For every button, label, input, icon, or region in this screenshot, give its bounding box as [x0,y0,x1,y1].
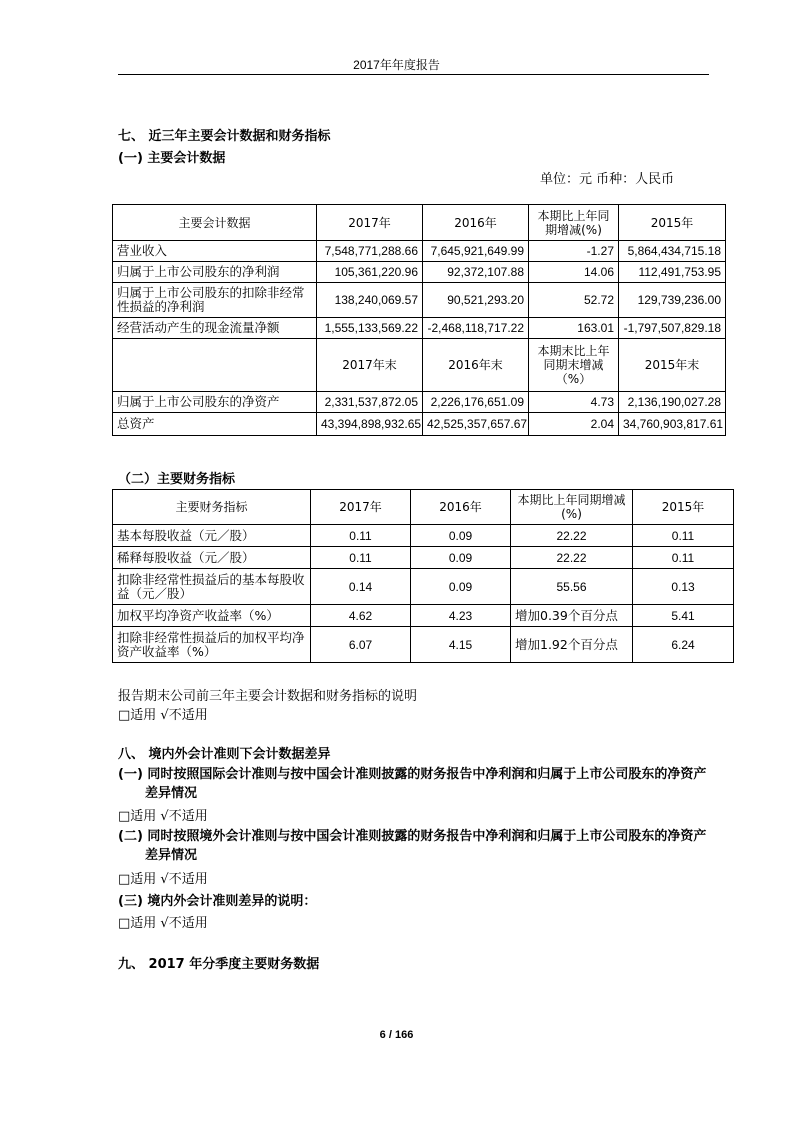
cell-value: 0.11 [633,525,734,547]
cell-value: 0.14 [311,569,411,605]
row-label: 扣除非经常性损益后的基本每股收益（元／股） [113,569,311,605]
cell-value: 0.09 [411,569,511,605]
row-label: 归属于上市公司股东的净利润 [113,262,317,283]
cell-value: 43,394,898,932.65 [317,413,423,436]
cell-value: 增加0.39个百分点 [511,605,633,627]
cell-value: -1.27 [529,241,619,262]
table-row [113,605,734,627]
item2-applicability: □适用 √不适用 [118,872,208,887]
header-cell: 2017年 [311,490,411,525]
header-rule [118,74,709,75]
financial-indicators-table [112,489,734,663]
row-label: 总资产 [113,413,317,436]
table-subheader-row [113,339,726,392]
table-row [113,283,726,318]
cell-value: 2.04 [529,413,619,436]
header-cell: 2017年 [317,205,423,241]
header-cell: 2016年末 [423,339,529,392]
cell-value: 4.62 [311,605,411,627]
row-label: 归属于上市公司股东的扣除非经常性损益的净利润 [113,283,317,318]
header-cell: 本期比上年同期增减(%) [529,205,619,241]
cell-value: -2,468,118,717.22 [423,318,529,339]
header-cell [113,339,317,392]
table-row [113,525,734,547]
cell-value: 增加1.92个百分点 [511,627,633,663]
cell-value: 0.11 [311,547,411,569]
section8-item2: (二) 同时按照境外会计准则与按中国会计准则披露的财务报告中净利润和归属于上市公司股东的净资产差异情况 [118,829,707,863]
cell-value: 22.22 [511,547,633,569]
row-label: 归属于上市公司股东的净资产 [113,392,317,413]
header-cell: 本期比上年同期增减(%) [511,490,633,525]
cell-value: 42,525,357,657.67 [423,413,529,436]
header-cell: 主要会计数据 [113,205,317,241]
section7-sub1: (一) 主要会计数据 [118,151,226,166]
row-label: 扣除非经常性损益后的加权平均净资产收益率（%） [113,627,311,663]
header-cell: 主要财务指标 [113,490,311,525]
accounting-data-table [112,204,726,436]
cell-value: 52.72 [529,283,619,318]
cell-value: 105,361,220.96 [317,262,423,283]
row-label: 加权平均净资产收益率（%） [113,605,311,627]
cell-value: 4.73 [529,392,619,413]
note-text: 报告期末公司前三年主要会计数据和财务指标的说明 [118,689,418,704]
table-header-row [113,490,734,525]
cell-value: 0.09 [411,547,511,569]
cell-value: 7,548,771,288.66 [317,241,423,262]
cell-value: 4.23 [411,605,511,627]
cell-value: 1,555,133,569.22 [317,318,423,339]
cell-value: 0.11 [311,525,411,547]
cell-value: 5,864,434,715.18 [619,241,726,262]
table-row [113,241,726,262]
cell-value: 14.06 [529,262,619,283]
cell-value: 0.09 [411,525,511,547]
table-row [113,392,726,413]
header-cell: 2016年 [411,490,511,525]
section8-title: 八、 境内外会计准则下会计数据差异 [118,747,331,762]
row-label: 经营活动产生的现金流量净额 [113,318,317,339]
cell-value: 129,739,236.00 [619,283,726,318]
unit-label: 单位：元 币种：人民币 [540,172,675,187]
header-cell: 2015年 [619,205,726,241]
cell-value: 6.07 [311,627,411,663]
table-row [113,413,726,436]
section9-title: 九、 2017 年分季度主要财务数据 [118,957,320,972]
cell-value: -1,797,507,829.18 [619,318,726,339]
row-label: 营业收入 [113,241,317,262]
section7-sub2: （二）主要财务指标 [118,472,236,487]
section7-title: 七、 近三年主要会计数据和财务指标 [118,129,331,144]
cell-value: 138,240,069.57 [317,283,423,318]
note-applicability: □适用 √不适用 [118,708,208,723]
table-row [113,262,726,283]
header-cell: 2017年末 [317,339,423,392]
header-cell: 2015年 [633,490,734,525]
cell-value: 7,645,921,649.99 [423,241,529,262]
item3-applicability: □适用 √不适用 [118,916,208,931]
cell-value: 112,491,753.95 [619,262,726,283]
header-cell: 2015年末 [619,339,726,392]
table-row [113,627,734,663]
table-header-row [113,205,726,241]
table-row [113,569,734,605]
page-header: 2017年年度报告 [353,58,440,72]
cell-value: 55.56 [511,569,633,605]
table-row [113,318,726,339]
header-cell: 2016年 [423,205,529,241]
cell-value: 92,372,107.88 [423,262,529,283]
page-number: 6 / 166 [379,1029,414,1041]
cell-value: 163.01 [529,318,619,339]
cell-value: 2,136,190,027.28 [619,392,726,413]
cell-value: 22.22 [511,525,633,547]
row-label: 基本每股收益（元／股） [113,525,311,547]
table-row [113,547,734,569]
cell-value: 6.24 [633,627,734,663]
header-cell: 本期末比上年同期末增减（%） [529,339,619,392]
cell-value: 90,521,293.20 [423,283,529,318]
section8-item3: (三) 境内外会计准则差异的说明： [118,894,317,909]
cell-value: 2,331,537,872.05 [317,392,423,413]
cell-value: 4.15 [411,627,511,663]
cell-value: 0.11 [633,547,734,569]
cell-value: 0.13 [633,569,734,605]
cell-value: 34,760,903,817.61 [619,413,726,436]
cell-value: 5.41 [633,605,734,627]
cell-value: 2,226,176,651.09 [423,392,529,413]
item1-applicability: □适用 √不适用 [118,809,208,824]
section8-item1: (一) 同时按照国际会计准则与按中国会计准则披露的财务报告中净利润和归属于上市公司股东的净资产差异情况 [118,767,707,801]
row-label: 稀释每股收益（元／股） [113,547,311,569]
